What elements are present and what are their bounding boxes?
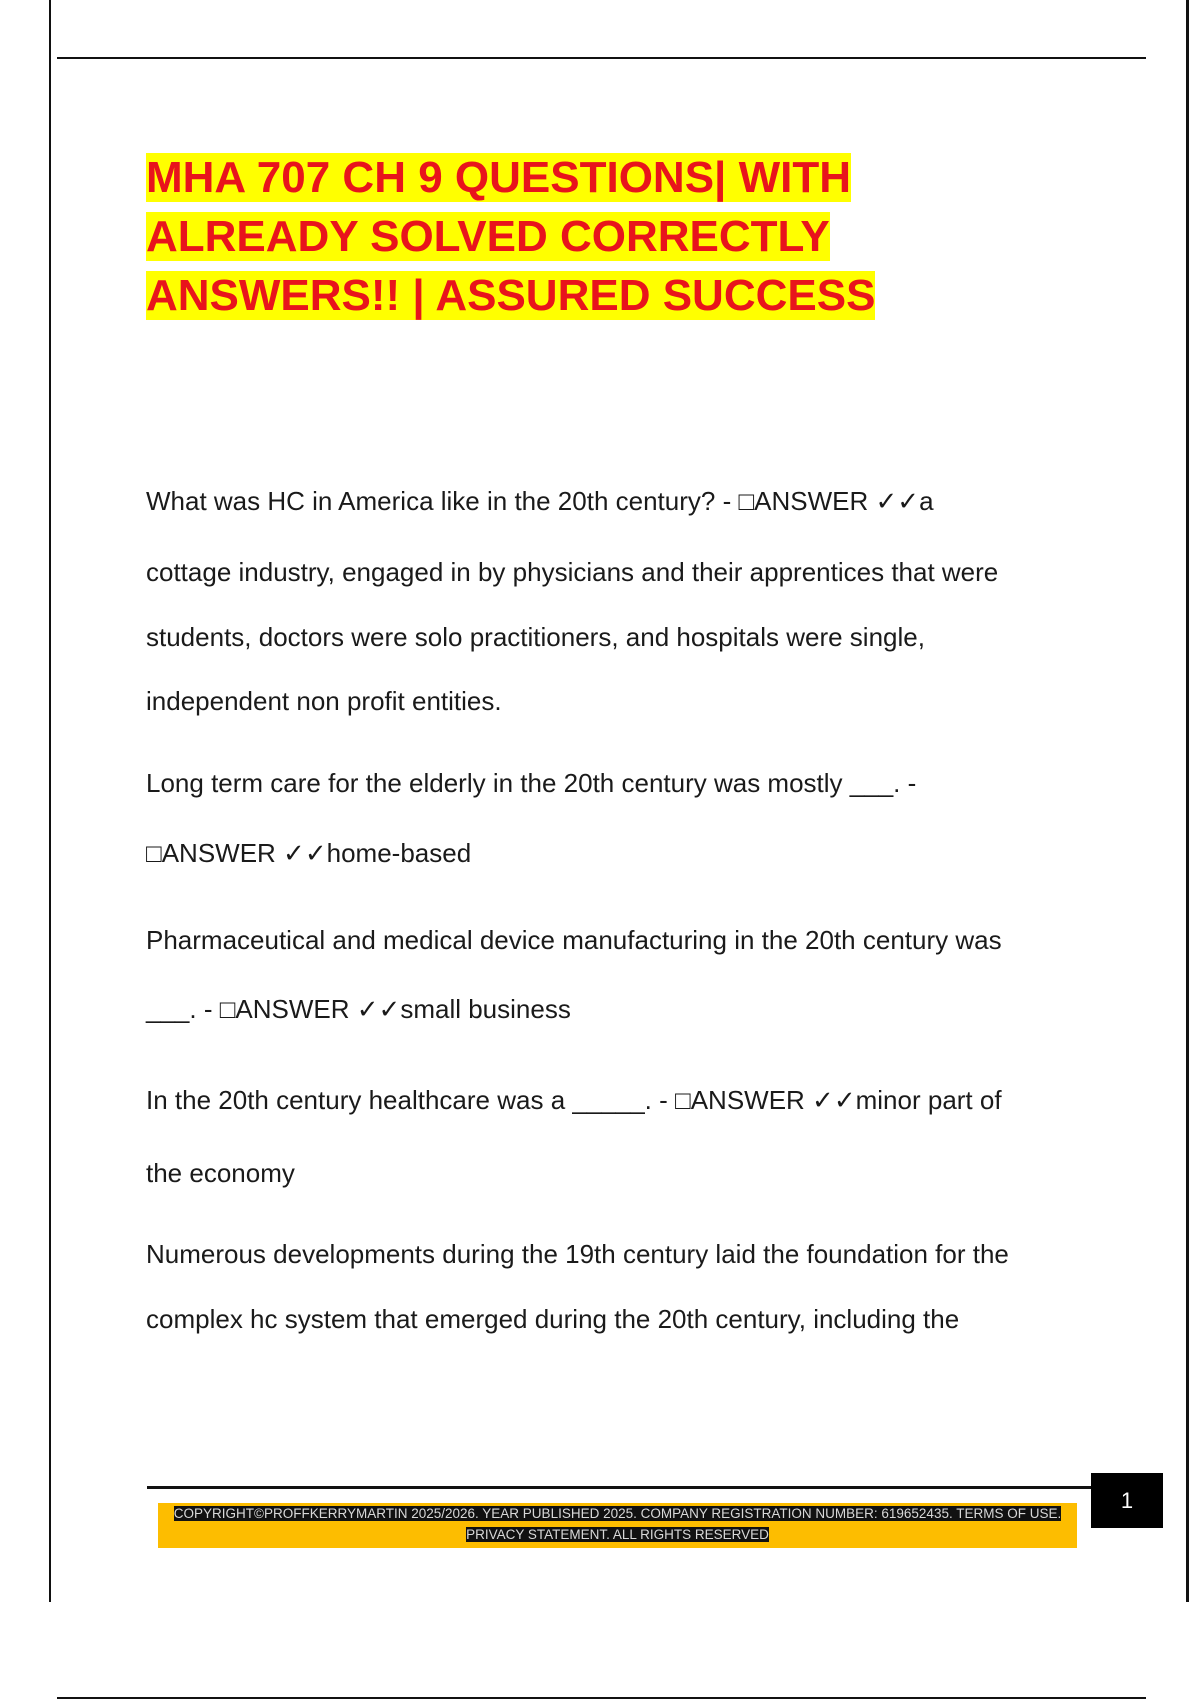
title-line: MHA 707 CH 9 QUESTIONS| WITH [146, 153, 851, 202]
body-line: independent non profit entities. [146, 686, 502, 716]
document-title [146, 148, 875, 325]
copyright-banner [158, 1503, 1077, 1548]
footer-rule [147, 1486, 1091, 1489]
body-line: Numerous developments during the 19th century laid the foundation for the [146, 1239, 1009, 1269]
body-line: complex hc system that emerged during the 20th century, including the [146, 1304, 960, 1334]
page-right-border [1186, 0, 1189, 1602]
body-line: ___. - □ANSWER ✓✓small business [146, 994, 571, 1024]
next-page-rule [57, 1697, 1146, 1699]
page-left-border [49, 0, 51, 1602]
body-line: Long term care for the elderly in the 20th century was mostly ___. - [146, 768, 917, 798]
page-number: 1 [1091, 1473, 1163, 1528]
title-line: ANSWERS!! | ASSURED SUCCESS [146, 271, 876, 320]
body-line: In the 20th century healthcare was a _____. - □ANSWER ✓✓minor part of [146, 1085, 1002, 1115]
header-rule [57, 57, 1146, 59]
body-line: cottage industry, engaged in by physicians and their apprentices that were [146, 557, 999, 587]
body-line: students, doctors were solo practitioners, and hospitals were single, [146, 622, 925, 652]
body-line: □ANSWER ✓✓home-based [146, 838, 472, 868]
copyright-text: PRIVACY STATEMENT. ALL RIGHTS RESERVED [466, 1527, 769, 1542]
copyright-text: COPYRIGHT©PROFFKERRYMARTIN 2025/2026. YEAR PUBLISHED 2025. COMPANY REGISTRATION NUMBER: 619652435. TERMS OF USE. [173, 1506, 1062, 1521]
body-line: Pharmaceutical and medical device manufacturing in the 20th century was [146, 925, 1002, 955]
title-line: ALREADY SOLVED CORRECTLY [146, 212, 830, 261]
body-line: What was HC in America like in the 20th century? - □ANSWER ✓✓a [146, 486, 934, 516]
body-line: the economy [146, 1158, 295, 1188]
